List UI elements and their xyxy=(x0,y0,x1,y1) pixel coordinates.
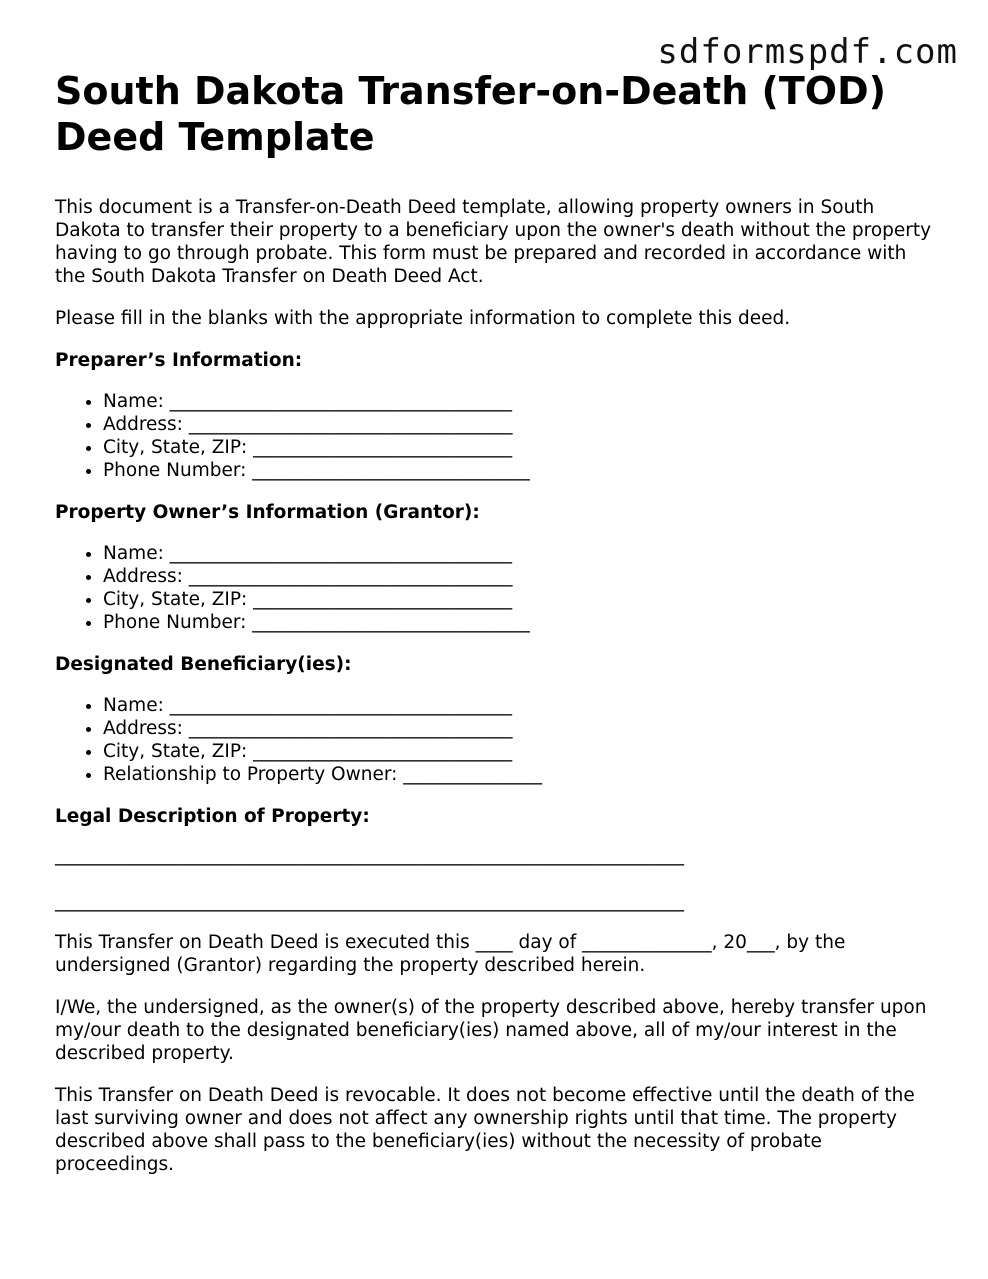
owner-heading: Property Owner’s Information (Grantor): xyxy=(55,502,480,523)
beneficiary-heading: Designated Beneficiary(ies): xyxy=(55,654,352,675)
owner-name-field: • Name: _____________________________________ xyxy=(103,542,935,565)
owner-address-field: • Address: ___________________________________ xyxy=(103,565,935,588)
watermark: sdformspdf.com xyxy=(657,32,958,72)
beneficiary-city-state-zip-field: • City, State, ZIP: ____________________________ xyxy=(103,740,935,763)
intro-paragraph: This document is a Transfer-on-Death Deed template, allowing property owners in South Dakota to transfer their property to a beneficiary upon the owner's death without the property having to go through probate. This form must be prepared and recorded in accordance with the South Dakota Transfer on Death Deed Act. xyxy=(55,197,932,287)
owner-city-state-zip-field: • City, State, ZIP: ____________________________ xyxy=(103,588,935,611)
revocable-paragraph: This Transfer on Death Deed is revocable. It does not become effective until the death of the last surviving owner and does not affect any ownership rights until that time. The property described above shall pass to the beneficiary(ies) without the necessity of probate proceedings. xyxy=(55,1085,915,1175)
beneficiary-list xyxy=(55,694,935,786)
instructions-paragraph: Please fill in the blanks with the appropriate information to complete this deed. xyxy=(55,308,791,329)
preparer-name-field: • Name: _____________________________________ xyxy=(103,390,935,413)
preparer-list xyxy=(55,390,935,482)
owner-phone-field: • Phone Number: ______________________________ xyxy=(103,611,935,634)
preparer-heading: Preparer’s Information: xyxy=(55,350,303,371)
page-title: South Dakota Transfer-on-Death (TOD) Deed Template xyxy=(55,69,887,159)
document-page xyxy=(55,68,935,1195)
legal-description-heading: Legal Description of Property: xyxy=(55,806,370,827)
beneficiary-relationship-field: • Relationship to Property Owner: _______________ xyxy=(103,763,935,786)
preparer-phone-field: • Phone Number: ______________________________ xyxy=(103,459,935,482)
beneficiary-name-field: • Name: _____________________________________ xyxy=(103,694,935,717)
preparer-address-field: • Address: ___________________________________ xyxy=(103,413,935,436)
preparer-city-state-zip-field: • City, State, ZIP: ____________________________ xyxy=(103,436,935,459)
beneficiary-address-field: • Address: ___________________________________ xyxy=(103,717,935,740)
owner-list xyxy=(55,542,935,634)
legal-description-line: ____________________________________________________________________ xyxy=(55,891,684,912)
execution-paragraph: This Transfer on Death Deed is executed this ____ day of ______________, 20___, by the undersigned (Grantor) regarding the property described herein. xyxy=(55,932,846,976)
transfer-paragraph: I/We, the undersigned, as the owner(s) of the property described above, hereby transfer upon my/our death to the designated beneficiary(ies) named above, all of my/our interest in the described property. xyxy=(55,997,927,1064)
legal-description-line: ____________________________________________________________________ xyxy=(55,845,684,866)
legal-description-lines xyxy=(55,844,935,913)
